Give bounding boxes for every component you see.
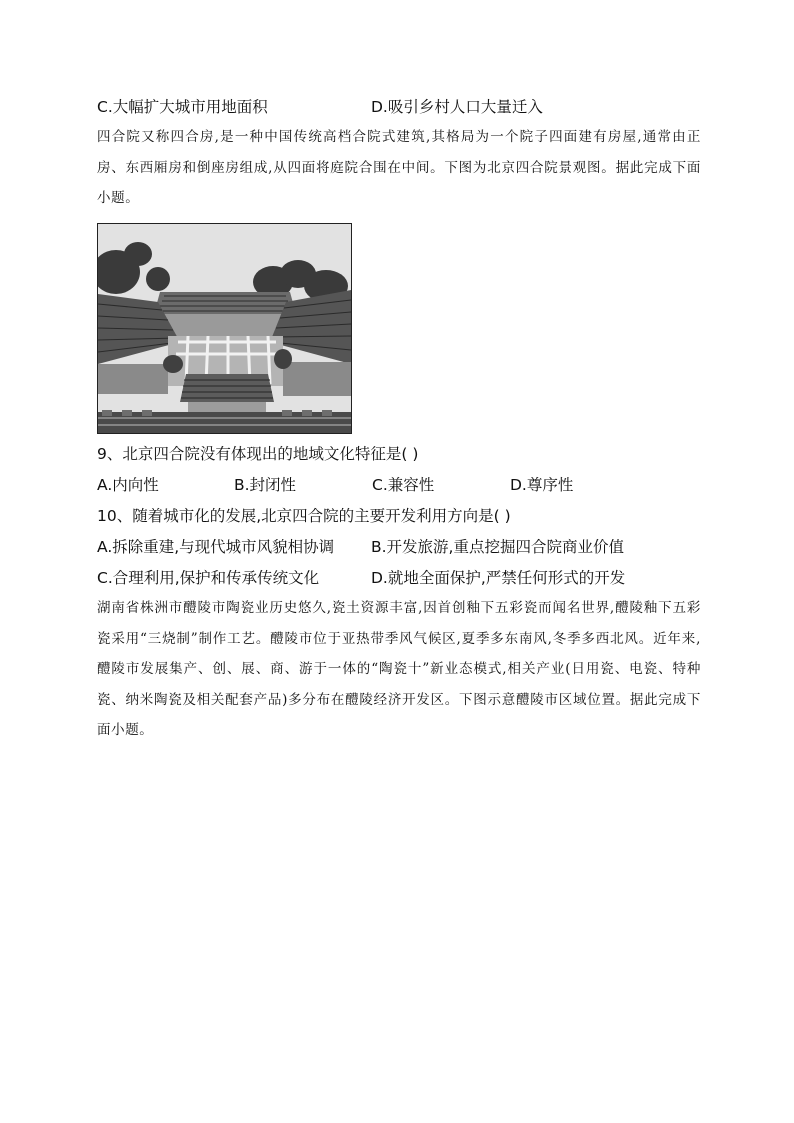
- liling-intro-paragraph: 湖南省株洲市醴陵市陶瓷业历史悠久,瓷土资源丰富,因首创釉下五彩瓷而闻名世界,醴陵釉下五彩瓷采用“三烧制”制作工艺。醴陵市位于亚热带季风气候区,夏季多东南风,冬季多西北风。近年来,醴陵市发展集产、创、展、商、游于一体的“陶瓷十”新业态模式,相关产业(日用瓷、电瓷、特种瓷、纳米陶瓷及相关配套产品)多分布在醴陵经济开发区。下图示意醴陵市区域位置。据此完成下面小题。: [97, 600, 701, 738]
- q10-option-b[interactable]: B.开发旅游,重点挖掘四合院商业价值: [371, 538, 624, 556]
- q9-option-c[interactable]: C.兼容性: [372, 476, 435, 494]
- siheyuan-intro-paragraph: 四合院又称四合房,是一种中国传统高档合院式建筑,其格局为一个院子四面建有房屋,通常由正房、东西厢房和倒座房组成,从四面将庭院合围在中间。下图为北京四合院景观图。据此完成下面小题。: [97, 129, 701, 206]
- q10-option-c[interactable]: C.合理利用,保护和传承传统文化: [97, 569, 320, 587]
- q10-stem: 10、随着城市化的发展,北京四合院的主要开发利用方向是( ): [97, 507, 511, 525]
- q8-option-d[interactable]: D.吸引乡村人口大量迁入: [371, 98, 543, 116]
- q9-option-b[interactable]: B.封闭性: [234, 476, 297, 494]
- q9-option-a[interactable]: A.内向性: [97, 476, 159, 494]
- q10-option-a[interactable]: A.拆除重建,与现代城市风貌相协调: [97, 538, 335, 556]
- q10-option-d[interactable]: D.就地全面保护,严禁任何形式的开发: [371, 569, 626, 587]
- q8-option-c[interactable]: C.大幅扩大城市用地面积: [97, 98, 268, 116]
- q9-option-d[interactable]: D.尊序性: [510, 476, 574, 494]
- q9-stem: 9、北京四合院没有体现出的地域文化特征是( ): [97, 445, 419, 463]
- siheyuan-photo: [97, 223, 352, 434]
